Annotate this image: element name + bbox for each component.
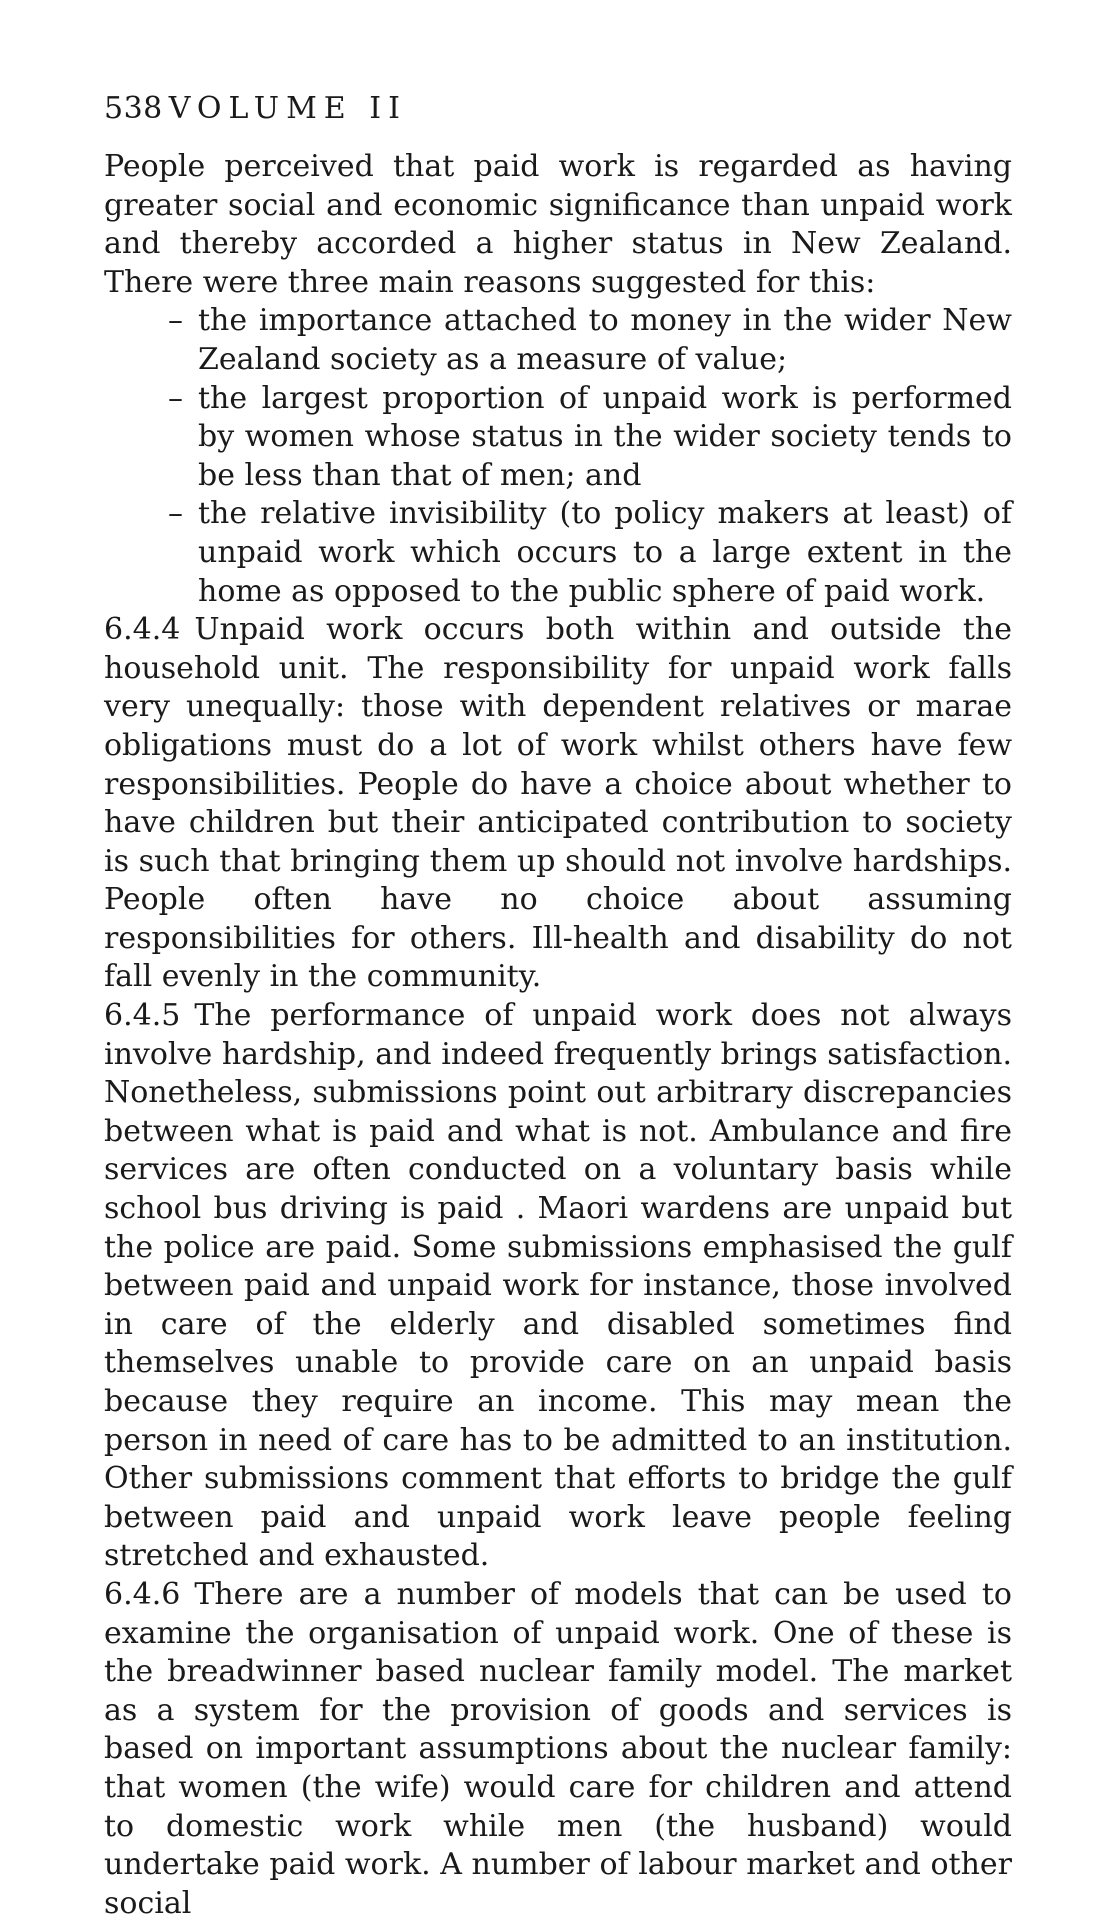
paragraph-text: The performance of unpaid work does not always involve hardship, and indeed frequently brings satisfaction. Nonetheless, submissions point out arbitrary discrepancies between what is paid and what is not. Ambulance and fire services are often conducted on a voluntary basis while school bus driving is paid . Maori wardens are unpaid but the police are paid. Some submissions emphasised the gulf between paid and unpaid work for instance, those involved in care of the elderly and disabled sometimes find themselves unable to provide care on an unpaid basis because they require an income. This may mean the person in need of care has to be admitted to an institution. Other submissions comment that efforts to bridge the gulf between paid and unpaid work leave people feeling stretched and exhausted. <box>104 998 1012 1574</box>
reasons-list <box>104 302 1012 611</box>
list-item <box>104 302 1012 379</box>
paragraph-number: 6.4.6 <box>104 1576 181 1612</box>
list-dash: – <box>168 303 183 339</box>
list-item <box>104 495 1012 611</box>
paragraph-6-4-6 <box>104 1576 1012 1923</box>
list-item <box>104 380 1012 496</box>
page-number: 538 <box>104 91 163 126</box>
paragraph-number: 6.4.4 <box>104 612 181 648</box>
list-item-text: the relative invisibility (to policy makers at least) of unpaid work which occurs to a large extent in the home as opposed to the public sphere of paid work. <box>198 496 1012 609</box>
intro-paragraph: People perceived that paid work is regarded as having greater social and economic significance than unpaid work and thereby accorded a higher status in New Zealand. There were three main reasons suggested for this: <box>104 149 1012 300</box>
list-item-text: the importance attached to money in the wider New Zealand society as a measure of value; <box>198 303 1012 377</box>
paragraph-text: Unpaid work occurs both within and outside the household unit. The responsibility for unpaid work falls very unequally: those with dependent relatives or marae obligations must do a lot of work whilst others have few responsibilities. People do have a choice about whether to have children but their anticipated contribution to society is such that bringing them up should not involve hardships. People often have no choice about assuming responsibilities for others. Ill-health and disability do not fall evenly in the community. <box>104 612 1012 995</box>
paragraph-6-4-4 <box>104 611 1012 997</box>
list-item-text: the largest proportion of unpaid work is performed by women whose status in the wider society tends to be less than that of men; and <box>198 380 1012 493</box>
paragraph-number: 6.4.5 <box>104 998 181 1034</box>
paragraph-6-4-5 <box>104 997 1012 1576</box>
volume-label: VOLUME II <box>168 91 407 126</box>
list-dash: – <box>168 380 183 416</box>
paragraph-text: There are a number of models that can be used to examine the organisation of unpaid work. One of these is the breadwinner based nuclear family model. The market as a system for the provision of goods and services is based on important assumptions about the nuclear family: that women (the wife) would care for children and attend to domestic work while men (the husband) would undertake paid work. A number of labour market and other social <box>104 1576 1012 1921</box>
document-page <box>104 92 1012 1923</box>
running-head <box>104 92 1012 126</box>
list-dash: – <box>168 496 183 532</box>
